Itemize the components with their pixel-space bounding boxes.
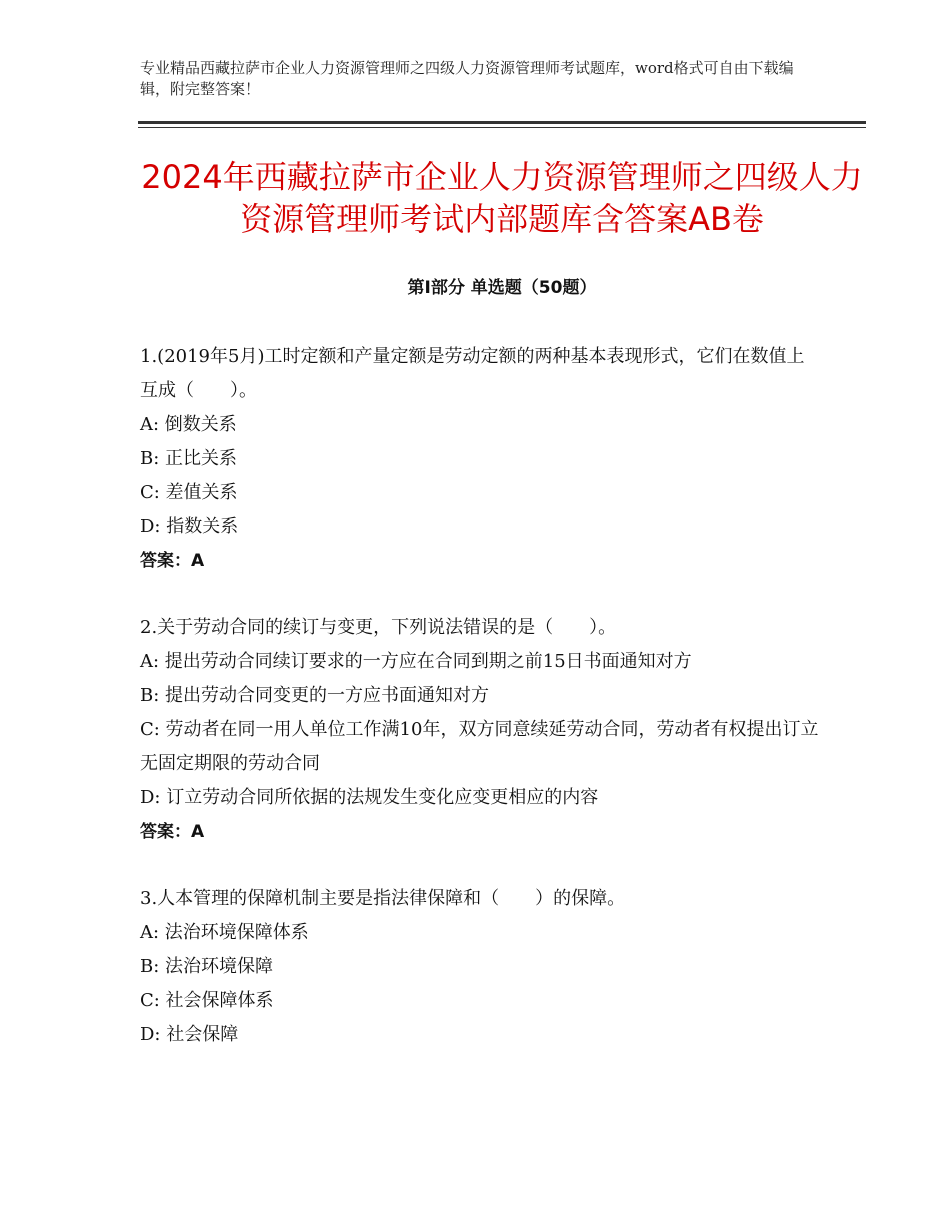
question-1	[140, 340, 820, 578]
section-title: 第Ⅰ部分 单选题（50题）	[407, 278, 597, 298]
header-rule-thin	[138, 127, 866, 128]
option-d: D: 指数关系	[140, 516, 239, 537]
answer-label: 答案：A	[140, 822, 205, 842]
option-b: B: 提出劳动合同变更的一方应书面通知对方	[140, 685, 490, 706]
question-2	[140, 611, 820, 849]
answer-label: 答案：A	[140, 551, 205, 571]
question-stem: 1.(2019年5月)工时定额和产量定额是劳动定额的两种基本表现形式，它们在数值上互成（ ）。	[140, 346, 805, 401]
question-list	[140, 340, 820, 1085]
header-rule-thick	[138, 121, 866, 124]
option-c: C: 差值关系	[140, 482, 238, 503]
header-note: 专业精品西藏拉萨市企业人力资源管理师之四级人力资源管理师考试题库，word格式可自由下载编辑，附完整答案！	[140, 59, 794, 98]
option-b: B: 法治环境保障	[140, 956, 274, 977]
option-c: C: 劳动者在同一用人单位工作满10年，双方同意续延劳动合同，劳动者有权提出订立无固定期限的劳动合同	[140, 719, 819, 774]
question-stem: 2.关于劳动合同的续订与变更，下列说法错误的是（ ）。	[140, 617, 617, 638]
document-title: 2024年西藏拉萨市企业人力资源管理师之四级人力资源管理师考试内部题库含答案AB卷	[141, 158, 863, 238]
option-a: A: 提出劳动合同续订要求的一方应在合同到期之前15日书面通知对方	[140, 651, 692, 672]
question-3	[140, 882, 820, 1052]
option-c: C: 社会保障体系	[140, 990, 274, 1011]
option-d: D: 订立劳动合同所依据的法规发生变化应变更相应的内容	[140, 787, 599, 808]
option-d: D: 社会保障	[140, 1024, 239, 1045]
option-a: A: 倒数关系	[140, 414, 237, 435]
option-b: B: 正比关系	[140, 448, 238, 469]
option-a: A: 法治环境保障体系	[140, 922, 309, 943]
question-stem: 3.人本管理的保障机制主要是指法律保障和（ ）的保障。	[140, 888, 626, 909]
